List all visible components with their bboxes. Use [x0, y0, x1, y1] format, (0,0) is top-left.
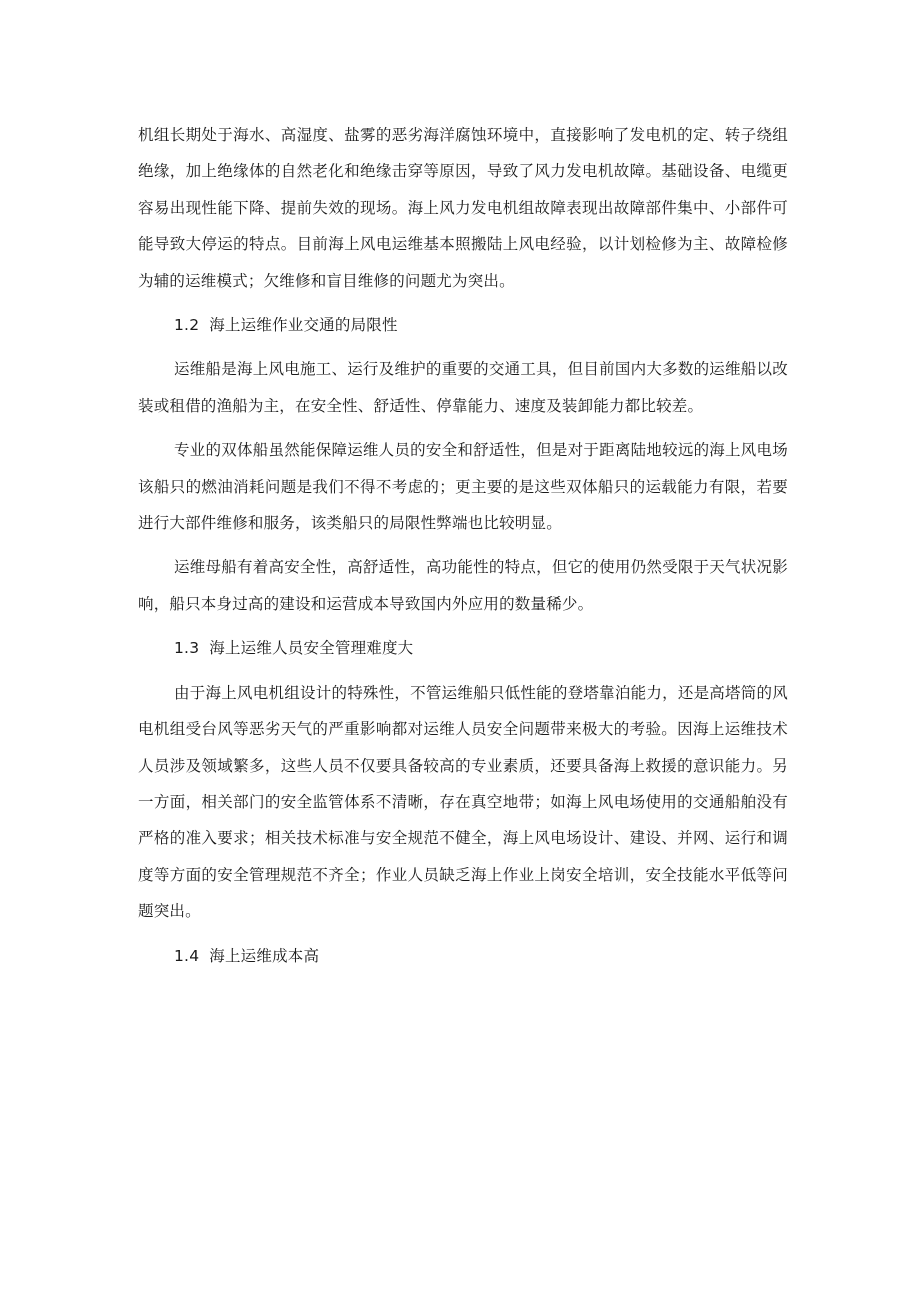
section-number: 1.4 [174, 946, 200, 965]
paragraph: 运维船是海上风电施工、运行及维护的重要的交通工具，但目前国内大多数的运维船以改装或租借的渔船为主，在安全性、舒适性、停靠能力、速度及装卸能力都比较差。 [138, 360, 788, 415]
paragraph: 由于海上风电机组设计的特殊性，不管运维船只低性能的登塔靠泊能力，还是高塔筒的风电机组受台风等恶劣天气的严重影响都对运维人员安全问题带来极大的考验。因海上运维技术人员涉及领域繁多，这些人员不仅要具备较高的专业素质，还要具备海上救援的意识能力。另一方面，相关部门的安全监管体系不清晰，存在真空地带；如海上风电场使用的交通船舶没有严格的准入要求；相关技术标准与安全规范不健全，海上风电场设计、建设、并网、运行和调度等方面的安全管理规范不齐全；作业人员缺乏海上作业上岗安全培训，安全技能水平低等问题突出。 [138, 683, 788, 921]
paragraph: 运维母船有着高安全性，高舒适性，高功能性的特点，但它的使用仍然受限于天气状况影响，船只本身过高的建设和运营成本导致国内外应用的数量稀少。 [138, 558, 788, 613]
paragraph: 专业的双体船虽然能保障运维人员的安全和舒适性，但是对于距离陆地较远的海上风电场该船只的燃油消耗问题是我们不得不考虑的；更主要的是这些双体船只的运载能力有限，若要进行大部件维修和服务，该类船只的局限性弊端也比较明显。 [138, 441, 788, 533]
document-page [138, 117, 788, 974]
section-title: 海上运维人员安全管理难度大 [209, 639, 414, 658]
section-title: 海上运维成本高 [209, 946, 320, 965]
section-number: 1.2 [174, 316, 200, 335]
section-heading-1-2 [138, 307, 788, 343]
paragraph-continued: 机组长期处于海水、高湿度、盐雾的恶劣海洋腐蚀环境中，直接影响了发电机的定、转子绕组绝缘，加上绝缘体的自然老化和绝缘击穿等原因，导致了风力发电机故障。基础设备、电缆更容易出现性能下降、提前失效的现场。海上风力发电机组故障表现出故障部件集中、小部件可能导致大停运的特点。目前海上风电运维基本照搬陆上风电经验，以计划检修为主、故障检修为辅的运维模式；欠维修和盲目维修的问题尤为突出。 [138, 126, 788, 290]
section-heading-1-3 [138, 630, 788, 666]
section-title: 海上运维作业交通的局限性 [209, 316, 398, 335]
section-number: 1.3 [174, 639, 200, 658]
section-heading-1-4 [138, 938, 788, 974]
